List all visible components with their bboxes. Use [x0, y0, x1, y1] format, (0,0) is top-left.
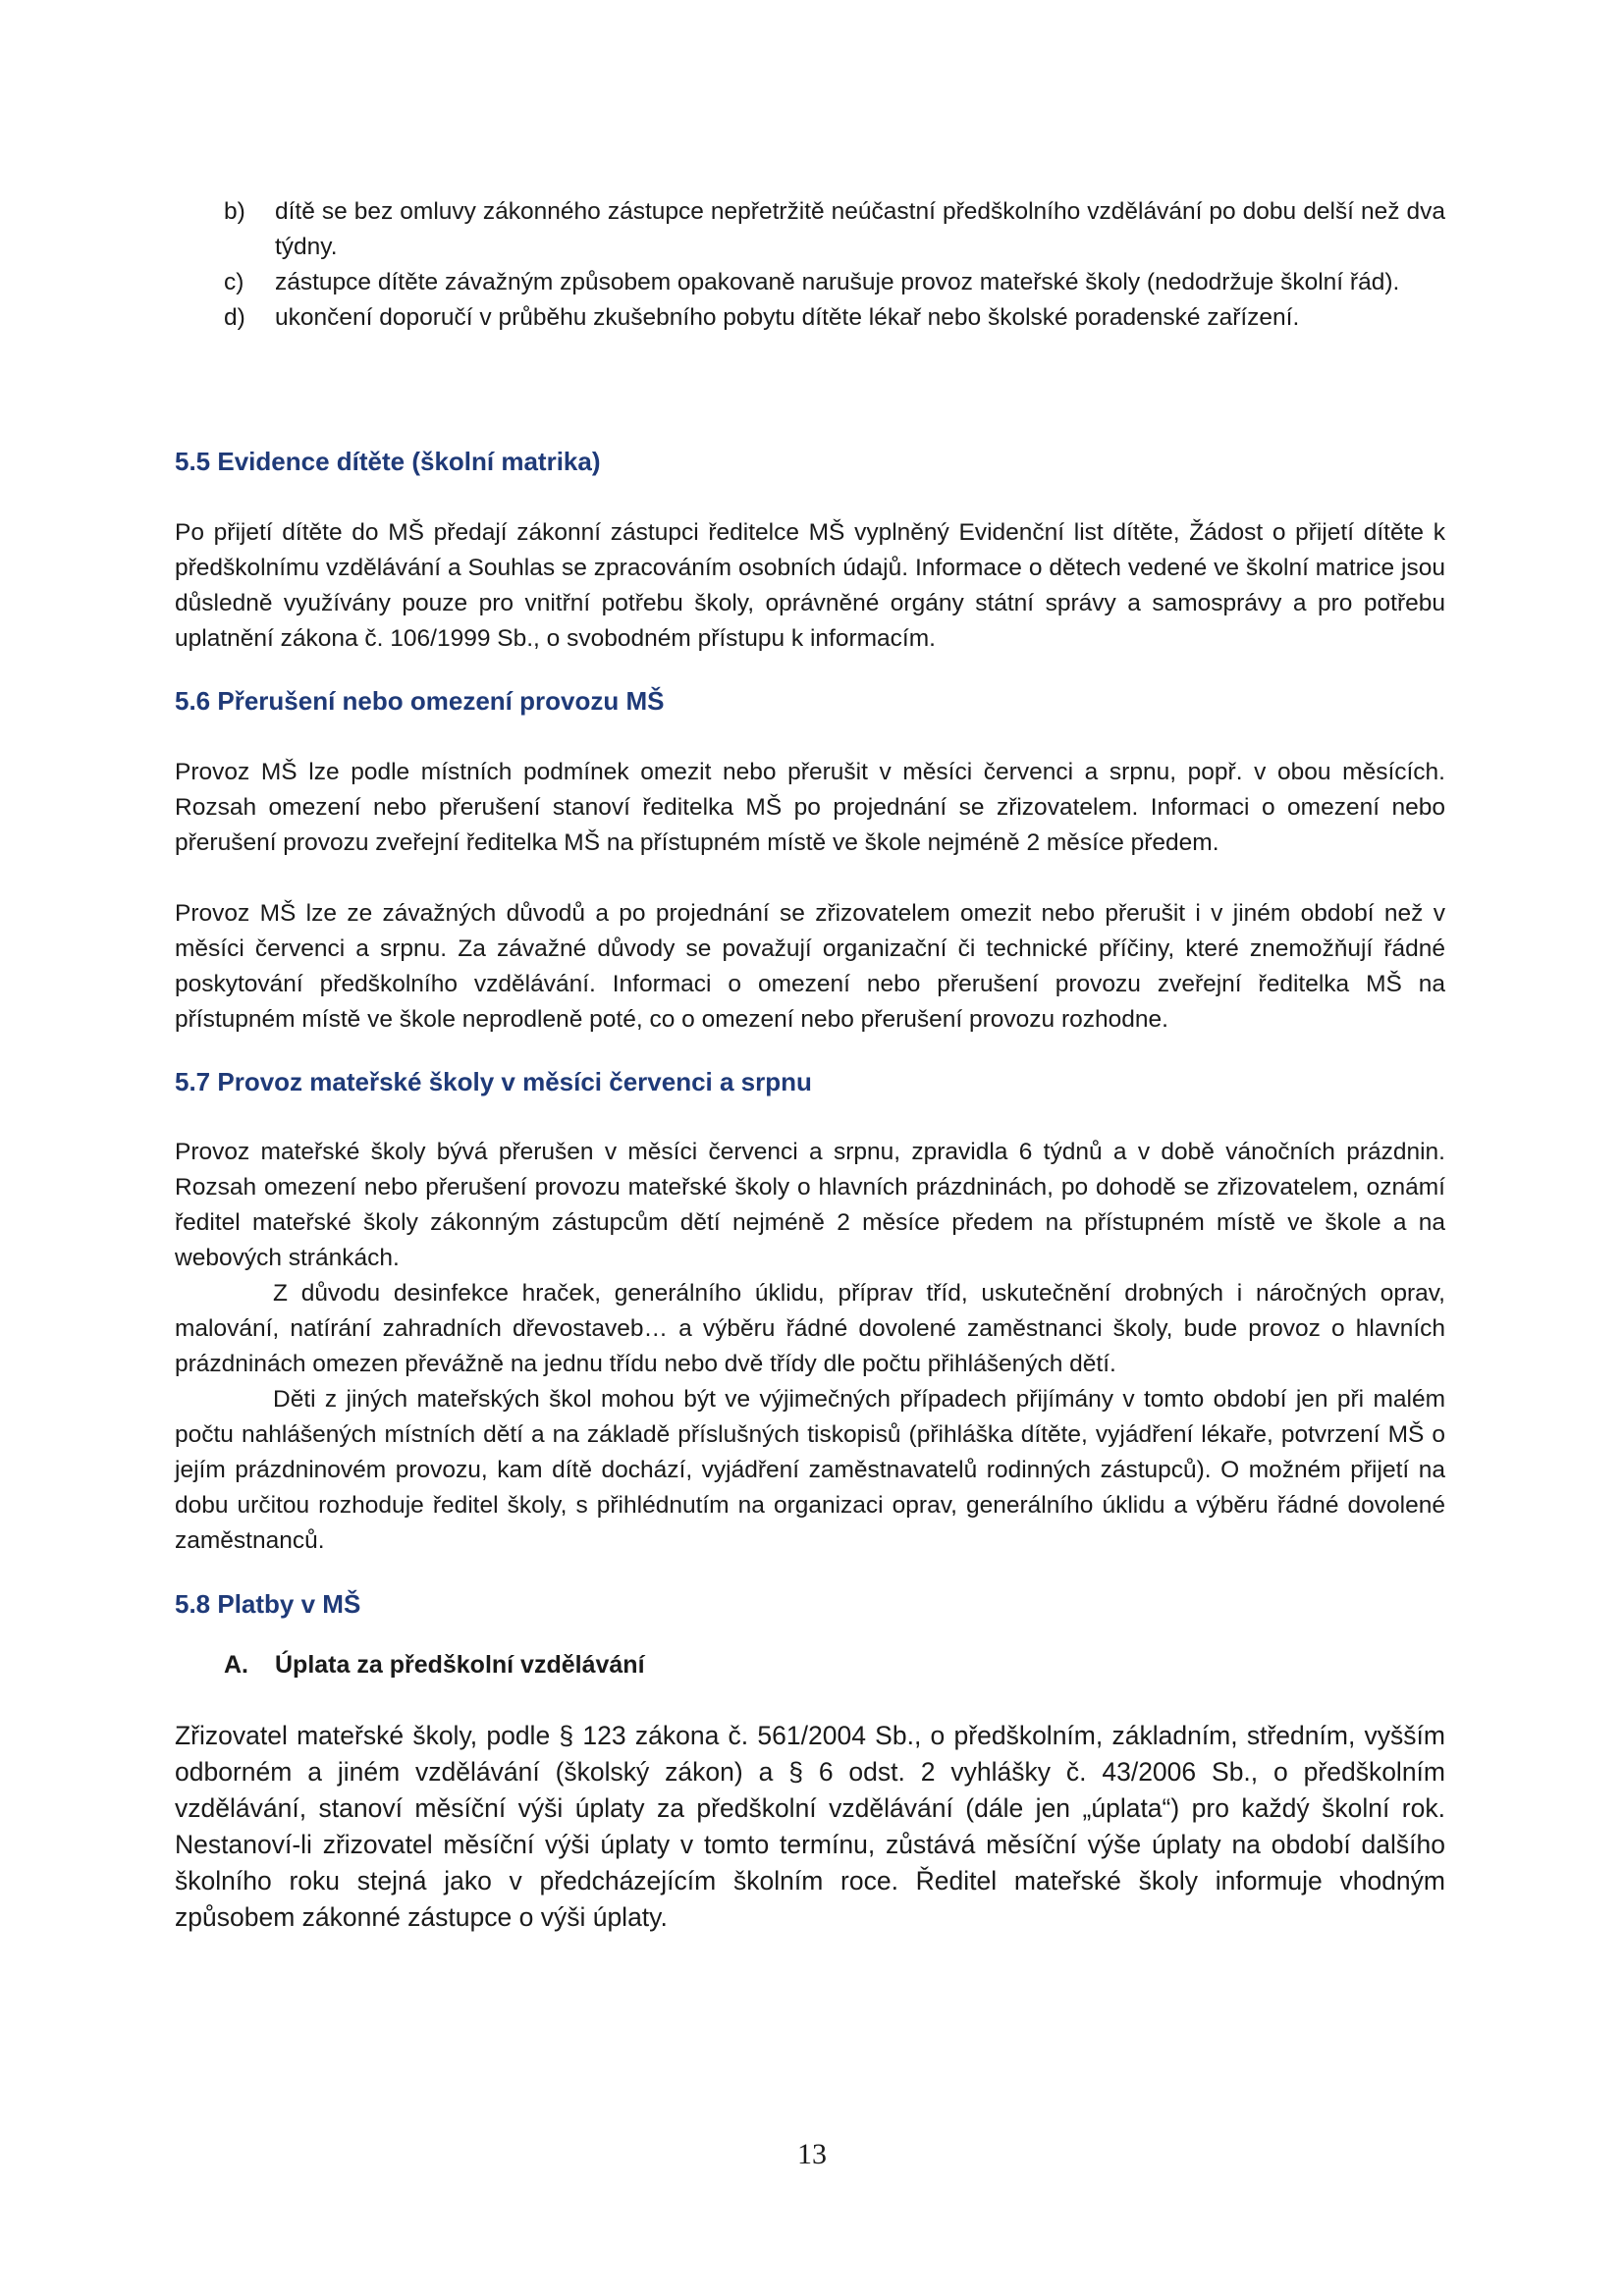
list-text: ukončení doporučí v průběhu zkušebního pobytu dítěte lékař nebo školské poradenské zařízení. — [275, 304, 1300, 331]
section-heading-5-5: 5.5 Evidence dítěte (školní matrika) — [175, 447, 601, 476]
list-marker: d) — [224, 304, 245, 331]
page-content — [175, 194, 1445, 1936]
section-5-6-paragraph-1: Provoz MŠ lze podle místních podmínek omezit nebo přerušit v měsíci červenci a srpnu, popř. v obou měsících. Rozsah omezení nebo přerušení stanoví ředitelka MŠ po projednání se zřizovatelem. Informaci o omezení nebo přerušení provozu zveřejní ředitelka MŠ na přístupném místě ve škole nejméně 2 měsíce předem. — [175, 759, 1445, 856]
reasons-list — [175, 194, 1445, 336]
page-number: 13 — [797, 2138, 827, 2170]
subsection-title: Úplata za předškolní vzdělávání — [275, 1651, 645, 1679]
list-item — [175, 194, 1445, 265]
section-heading-5-6: 5.6 Přerušení nebo omezení provozu MŠ — [175, 686, 665, 716]
list-item — [175, 300, 1445, 336]
list-text: dítě se bez omluvy zákonného zástupce nepřetržitě neúčastní předškolního vzdělávání po dobu delší než dva týdny. — [275, 198, 1445, 260]
list-marker: b) — [224, 198, 245, 225]
list-item — [175, 265, 1445, 300]
subsection-heading-a — [175, 1647, 1445, 1682]
section-heading-5-8: 5.8 Platby v MŠ — [175, 1589, 361, 1619]
section-5-7-paragraph-2: Z důvodu desinfekce hraček, generálního úklidu, příprav tříd, uskutečnění drobných i náročných oprav, malování, natírání zahradních dřevostaveb… a výběru řádné dovolené zaměstnanci školy, bude provoz o hlavních prázdninách omezen převážně na jednu třídu nebo dvě třídy dle počtu přihlášených dětí. — [175, 1280, 1445, 1377]
section-5-7-paragraph-1: Provoz mateřské školy bývá přerušen v měsíci červenci a srpnu, zpravidla 6 týdnů a v době vánočních prázdnin. Rozsah omezení nebo přerušení provozu mateřské školy o hlavních prázdninách, po dohodě se zřizovatelem, oznámí ředitel mateřské školy zákonným zástupcům dětí nejméně 2 měsíce předem na přístupném místě ve škole a na webových stránkách. — [175, 1139, 1445, 1271]
section-heading-5-7: 5.7 Provoz mateřské školy v měsíci červenci a srpnu — [175, 1067, 812, 1096]
list-marker: c) — [224, 269, 244, 295]
section-5-6-paragraph-2: Provoz MŠ lze ze závažných důvodů a po projednání se zřizovatelem omezit nebo přerušit i v jiném období než v měsíci červenci a srpnu. Za závažné důvody se považují organizační či technické příčiny, které znemožňují řádné poskytování předškolního vzdělávání. Informaci o omezení nebo přerušení provozu zveřejní ředitelka MŠ na přístupném místě ve škole neprodleně poté, co o omezení nebo přerušení provozu rozhodne. — [175, 900, 1445, 1033]
section-5-7-paragraph-3: Děti z jiných mateřských škol mohou být ve výjimečných případech přijímány v tomto období jen při malém počtu nahlášených místních dětí a na základě příslušných tiskopisů (přihláška dítěte, vyjádření lékaře, potvrzení MŠ o jejím prázdninovém provozu, kam dítě dochází, vyjádření zaměstnavatelů rodinných zástupců). O možném přijetí na dobu určitou rozhoduje ředitel školy, s přihlédnutím na organizaci oprav, generálního úklidu a výběru řádné dovolené zaměstnanců. — [175, 1386, 1445, 1554]
section-5-8-paragraph: Zřizovatel mateřské školy, podle § 123 zákona č. 561/2004 Sb., o předškolním, základním, středním, vyšším odborném a jiném vzdělávání (školský zákon) a § 6 odst. 2 vyhlášky č. 43/2006 Sb., o předškolním vzdělávání, stanoví měsíční výši úplaty za předškolní vzdělávání (dále jen „úplata“) pro každý školní rok. Nestanoví-li zřizovatel měsíční výši úplaty v tomto termínu, zůstává měsíční výše úplaty na období dalšího školního roku stejná jako v předcházejícím školním roce. Ředitel mateřské školy informuje vhodným způsobem zákonné zástupce o výši úplaty. — [175, 1721, 1445, 1932]
section-5-5-paragraph: Po přijetí dítěte do MŠ předají zákonní zástupci ředitelce MŠ vyplněný Evidenční list dítěte, Žádost o přijetí dítěte k předškolnímu vzdělávání a Souhlas se zpracováním osobních údajů. Informace o dětech vedené ve školní matrice jsou důsledně využívány pouze pro vnitřní potřebu školy, oprávněné orgány státní správy a samosprávy a pro potřebu uplatnění zákona č. 106/1999 Sb., o svobodném přístupu k informacím. — [175, 519, 1445, 652]
list-text: zástupce dítěte závažným způsobem opakovaně narušuje provoz mateřské školy (nedodržuje školní řád). — [275, 269, 1400, 295]
subsection-marker: A. — [224, 1651, 248, 1679]
